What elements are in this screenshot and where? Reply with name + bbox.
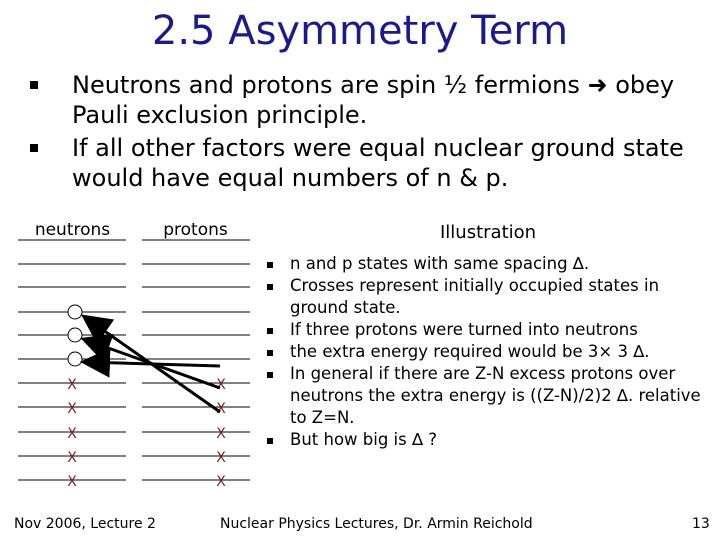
list-item-text: the extra energy required would be 3× 3 ∆.: [290, 342, 650, 361]
list-item: [262, 275, 712, 319]
bullet-square-icon: [267, 328, 273, 334]
footer-credit: Nuclear Physics Lectures, Dr. Armin Reichold: [220, 516, 533, 532]
bullet-square-icon: [267, 262, 273, 268]
bullet-square-icon: [267, 350, 273, 356]
neutron-cross-mark: X: [67, 377, 77, 393]
bullet-square-icon: [267, 284, 273, 290]
neutron-cross-mark: X: [67, 474, 77, 490]
list-item: [262, 341, 712, 363]
neutron-levels: [18, 264, 126, 480]
list-item: [262, 363, 712, 429]
neutron-empty-circle-icon: [68, 305, 82, 319]
list-item-text: In general if there are Z-N excess protons over neutrons the extra energy is ((Z-N)/2)2 ∆. relative to Z=N.: [290, 364, 701, 427]
bullet-text: Neutrons and protons are spin ½ fermions ➜ obey Pauli exclusion principle.: [72, 71, 675, 129]
proton-occupancy: [216, 377, 226, 490]
slide-title: 2.5 Asymmetry Term: [151, 8, 569, 54]
transition-arrow: [86, 362, 220, 366]
bullet-text: If all other factors were equal nuclear ground state would have equal numbers of n & p.: [72, 134, 684, 192]
proton-cross-mark: X: [216, 474, 226, 490]
bullet-square-icon: [267, 372, 273, 378]
neutron-empty-circle-icon: [68, 328, 82, 342]
list-item: [262, 253, 712, 275]
list-item-text: Crosses represent initially occupied states in ground state.: [290, 276, 660, 317]
footer-date: Nov 2006, Lecture 2: [14, 516, 156, 532]
list-item: [262, 319, 712, 341]
proton-levels: [142, 264, 250, 480]
neutron-cross-mark: X: [67, 450, 77, 466]
proton-cross-mark: X: [216, 401, 226, 417]
transition-arrows: [86, 318, 220, 412]
neutron-cross-mark: X: [67, 426, 77, 442]
list-item-text: n and p states with same spacing ∆.: [290, 254, 590, 273]
protons-label: protons: [163, 220, 228, 240]
neutrons-label: neutrons: [34, 220, 111, 240]
page-number: 13: [692, 516, 710, 532]
list-item-text: But how big is ∆ ?: [290, 430, 438, 449]
proton-cross-mark: X: [216, 450, 226, 466]
list-item: [262, 429, 712, 451]
energy-level-diagram: [0, 0, 260, 500]
neutron-empty-circle-icon: [68, 352, 82, 366]
illustration-label: Illustration: [440, 222, 537, 243]
neutron-occupancy: [67, 305, 82, 490]
proton-cross-mark: X: [216, 377, 226, 393]
proton-cross-mark: X: [216, 426, 226, 442]
neutron-cross-mark: X: [67, 401, 77, 417]
illustration-list: [262, 253, 712, 451]
list-item-text: If three protons were turned into neutrons: [290, 320, 638, 339]
bullet-square-icon: [267, 438, 273, 444]
